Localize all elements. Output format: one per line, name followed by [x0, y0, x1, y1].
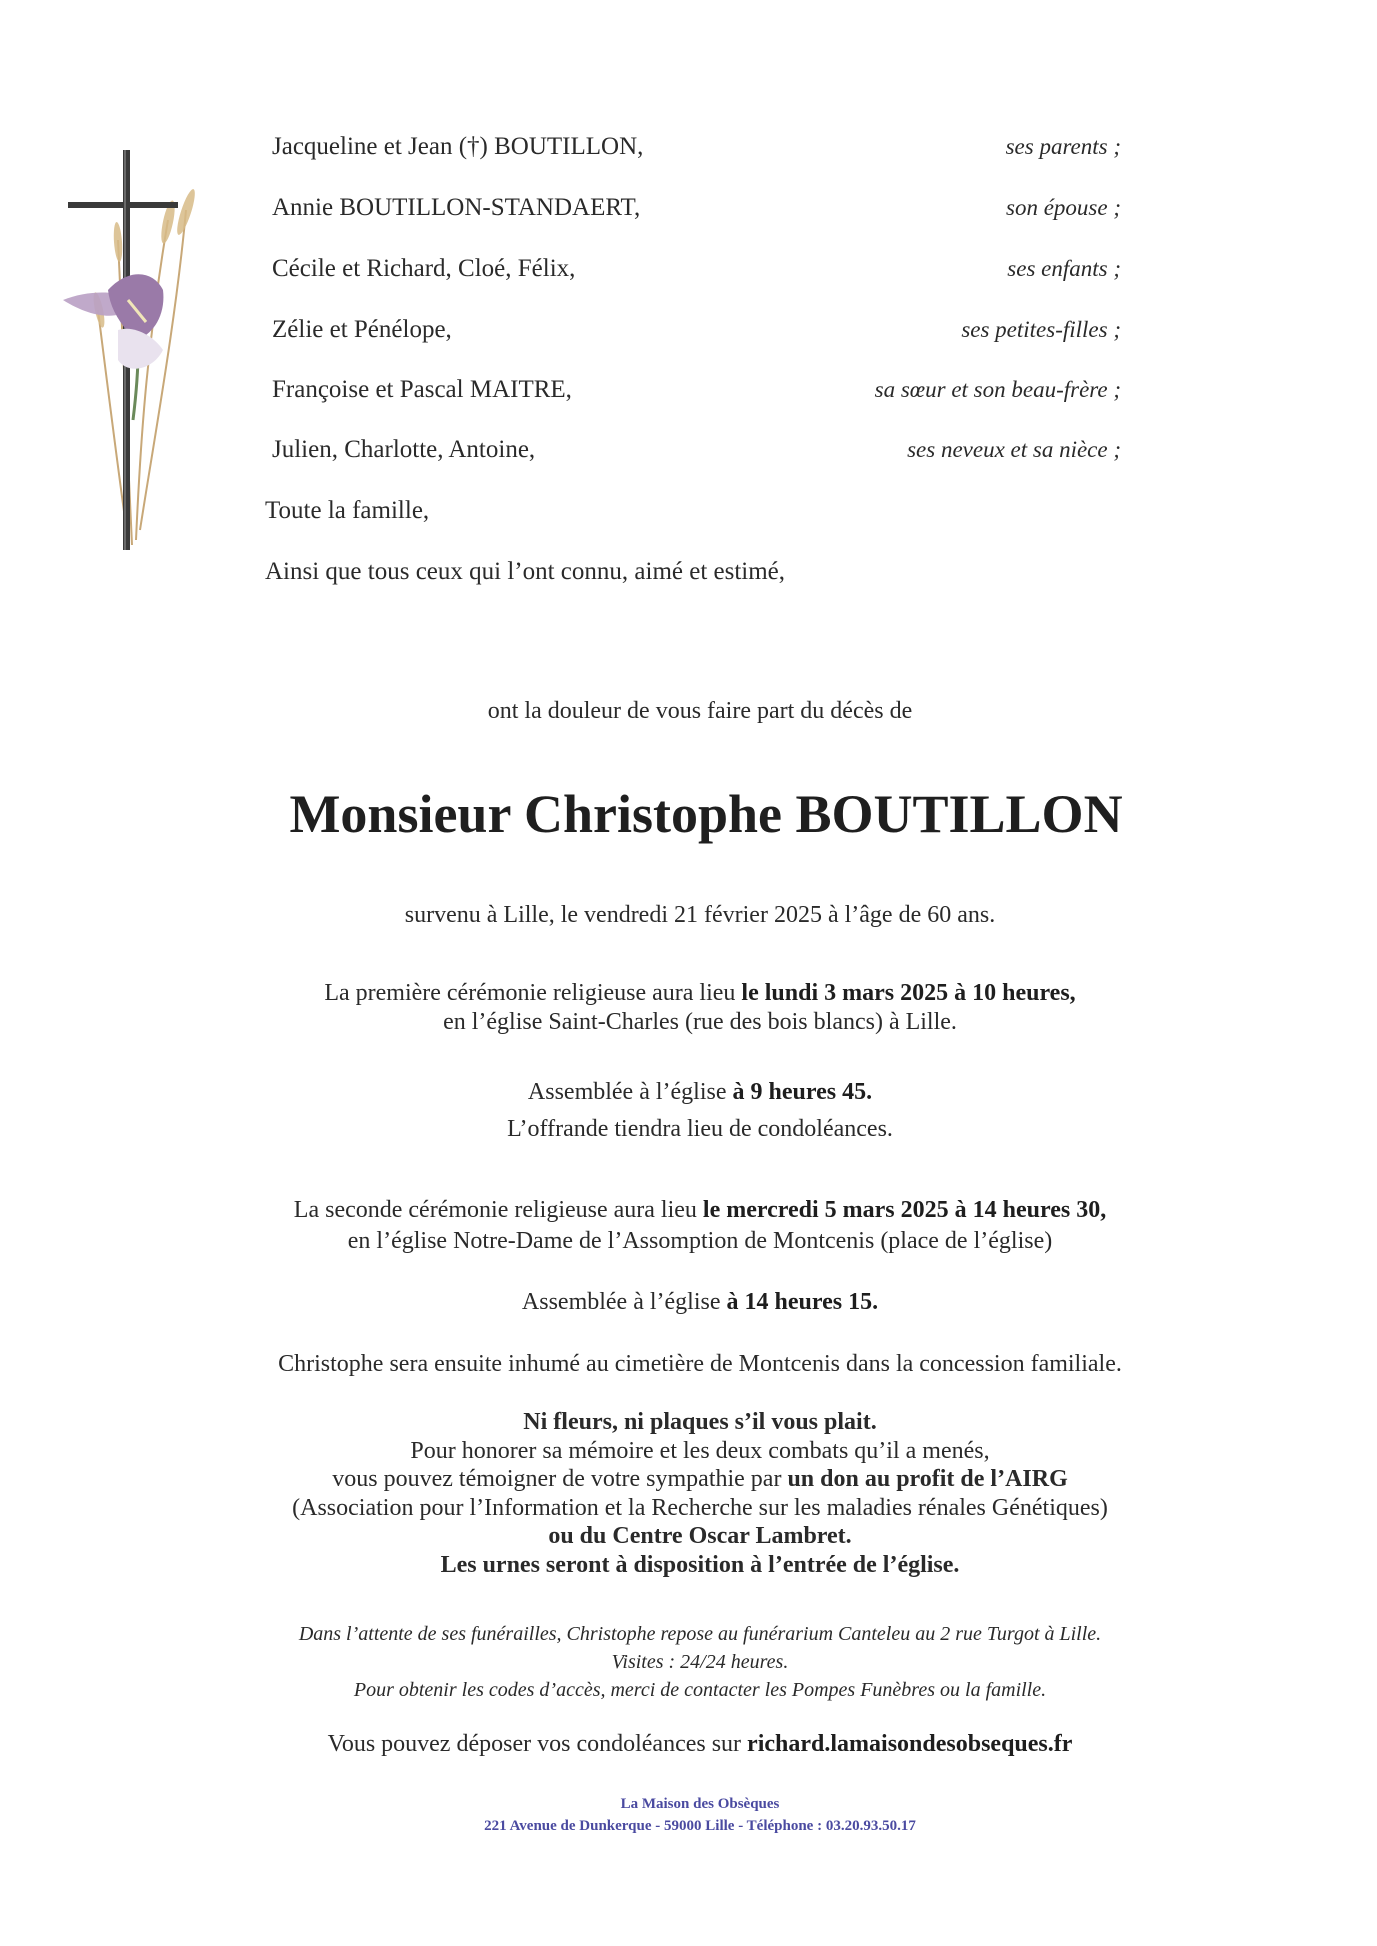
centre-line: ou du Centre Oscar Lambret.	[548, 1523, 852, 1549]
ceremony2-line	[0, 1195, 1377, 1225]
relative-role: sa sœur et son beau-frère ;	[874, 377, 1121, 402]
ceremony2-assembly	[0, 1287, 1377, 1317]
friends-line: Ainsi que tous ceux qui l’ont connu, aimé et estimé,	[265, 558, 786, 585]
sympathy-line	[0, 1465, 1377, 1494]
ceremony1-date: le lundi 3 mars 2025 à 10 heures,	[741, 980, 1076, 1006]
ceremony2-date: le mercredi 5 mars 2025 à 14 heures 30,	[702, 1197, 1107, 1223]
cross-flower-illustration	[58, 150, 198, 570]
relative-name: Julien, Charlotte, Antoine,	[272, 436, 536, 463]
no-flowers-line: Ni fleurs, ni plaques s’il vous plait.	[523, 1409, 877, 1435]
sympathy-bold: un don au profit de l’AIRG	[787, 1466, 1068, 1492]
sympathy-prefix: vous pouvez témoigner de votre sympathie par	[332, 1466, 788, 1492]
assembly1-time: à 9 heures 45.	[732, 1079, 873, 1105]
relative-role: ses enfants ;	[1007, 256, 1121, 281]
offering-line: L’offrande tiendra lieu de condoléances.	[507, 1116, 893, 1142]
condolences-line	[0, 1729, 1377, 1759]
ceremony1-prefix: La première cérémonie religieuse aura lieu	[324, 980, 742, 1006]
assembly2-time: à 14 heures 15.	[726, 1289, 879, 1315]
ceremony1-place: en l’église Saint-Charles (rue des bois blancs) à Lille.	[443, 1009, 957, 1035]
relative-role: ses petites-filles ;	[961, 317, 1121, 342]
deceased-name: Monsieur Christophe BOUTILLON	[289, 784, 1123, 844]
ceremony2-place: en l’église Notre-Dame de l’Assomption de Montcenis (place de l’église)	[347, 1228, 1053, 1254]
ceremony2-prefix: La seconde cérémonie religieuse aura lieu	[293, 1197, 703, 1223]
whole-family-line: Toute la famille,	[265, 497, 430, 524]
donation-block	[0, 1408, 1377, 1579]
condolences-prefix: Vous pouvez déposer vos condoléances sur	[327, 1731, 748, 1757]
announcement-intro: ont la douleur de vous faire part du décès de	[487, 698, 913, 724]
relative-name: Jacqueline et Jean (†) BOUTILLON,	[272, 133, 644, 160]
airg-full-name: (Association pour l’Information et la Recherche sur les maladies rénales Génétiques)	[292, 1494, 1108, 1521]
ceremony1-assembly	[0, 1077, 1377, 1107]
assembly2-prefix: Assemblée à l’église	[521, 1289, 727, 1315]
relative-name: Annie BOUTILLON-STANDAERT,	[272, 194, 641, 221]
ceremony1-line	[0, 978, 1377, 1008]
funerarium-line: Dans l’attente de ses funérailles, Christophe repose au funérarium Canteleu au 2 rue Turgot à Lille.	[298, 1623, 1102, 1645]
footer-address: 221 Avenue de Dunkerque - 59000 Lille - Téléphone : 03.20.93.50.17	[484, 1818, 916, 1834]
lily-flower-icon	[63, 274, 163, 420]
honor-line: Pour honorer sa mémoire et les deux combats qu’il a menés,	[410, 1437, 990, 1464]
assembly1-prefix: Assemblée à l’église	[527, 1079, 733, 1105]
relative-role: ses neveux et sa nièce ;	[907, 437, 1121, 462]
visits-line: Visites : 24/24 heures.	[611, 1651, 789, 1673]
death-details: survenu à Lille, le vendredi 21 février 2025 à l’âge de 60 ans.	[404, 902, 996, 928]
access-codes-line: Pour obtenir les codes d’accès, merci de contacter les Pompes Funèbres ou la famille.	[353, 1679, 1047, 1701]
wheat-icon	[98, 210, 186, 545]
footer-company: La Maison des Obsèques	[620, 1796, 780, 1812]
relative-role: son épouse ;	[1006, 195, 1121, 220]
relative-name: Françoise et Pascal MAITRE,	[272, 376, 572, 403]
relative-role: ses parents ;	[1005, 134, 1121, 159]
relative-name: Zélie et Pénélope,	[272, 316, 452, 343]
relative-name: Cécile et Richard, Cloé, Félix,	[272, 255, 576, 282]
burial-line: Christophe sera ensuite inhumé au cimetière de Montcenis dans la concession familiale.	[278, 1351, 1122, 1377]
urns-line: Les urnes seront à disposition à l’entrée de l’église.	[440, 1551, 960, 1578]
condolences-site-link[interactable]: richard.lamaisondesobseques.fr	[747, 1731, 1073, 1757]
